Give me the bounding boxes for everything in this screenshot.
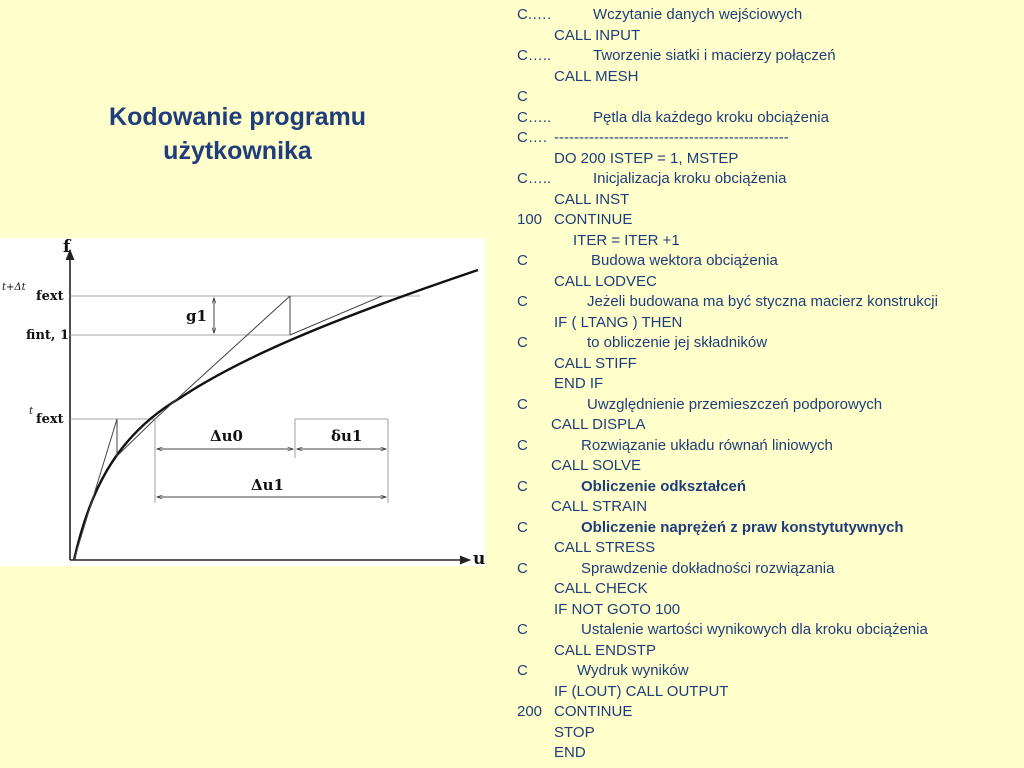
- code-line-text: Pętla dla każdego kroku obciążenia: [593, 108, 829, 126]
- label-f-ext-t-dt: fext: [36, 289, 64, 304]
- code-line-label: C: [517, 559, 528, 577]
- code-line: [517, 579, 1017, 600]
- code-line-text: CALL MESH: [554, 67, 639, 85]
- code-line-label: C: [517, 621, 528, 638]
- code-line-text: ITER = ITER +1: [573, 231, 680, 249]
- code-line-text: Rozwiązanie układu równań liniowych: [581, 436, 833, 454]
- code-line: [517, 374, 1017, 395]
- code-line: [517, 46, 1017, 67]
- f-axis-label: f: [63, 238, 71, 257]
- code-line: [517, 559, 1017, 580]
- code-line-text: Inicjalizacja kroku obciążenia: [593, 170, 787, 187]
- code-line-text: CALL ENDSTP: [554, 641, 656, 659]
- code-line: [517, 5, 1017, 26]
- code-line-text: CALL STRESS: [554, 539, 656, 556]
- code-line-label: C.….: [517, 6, 552, 23]
- code-line-text: -----------------------------------------------: [554, 129, 789, 146]
- code-line-label: C: [517, 252, 528, 269]
- code-line: [517, 108, 1017, 129]
- code-line-label: C…..: [517, 108, 552, 126]
- code-line-text: Budowa wektora obciążenia: [591, 252, 778, 269]
- code-line: [517, 661, 1017, 682]
- code-line-label: C: [517, 518, 528, 536]
- code-line: [517, 456, 1017, 477]
- slide-title-line-2: użytkownika: [163, 137, 312, 165]
- code-line-text: CALL DISPLA: [551, 416, 646, 433]
- tangent-main: [155, 296, 290, 419]
- tangent-second: [117, 419, 155, 456]
- code-line-text: Tworzenie siatki i macierzy połączeń: [593, 47, 836, 64]
- code-line: [517, 702, 1017, 723]
- code-line: [517, 743, 1017, 764]
- code-line: [517, 723, 1017, 744]
- code-line-label: C: [517, 88, 528, 105]
- code-line: [517, 436, 1017, 457]
- code-line: [517, 149, 1017, 170]
- label-f-ext-t: fext: [36, 412, 64, 427]
- code-line: [517, 87, 1017, 108]
- sup-t-dt: t+Δt: [2, 282, 26, 293]
- code-line: [517, 682, 1017, 703]
- code-line-label: 200: [517, 703, 543, 720]
- code-line-text: IF (LOUT) CALL OUTPUT: [554, 682, 729, 700]
- code-line: [517, 477, 1017, 498]
- code-line-text: CALL STRAIN: [551, 498, 648, 515]
- code-line: [517, 395, 1017, 416]
- code-line-text: CALL INST: [554, 190, 630, 208]
- code-line: [517, 333, 1017, 354]
- slide-title-line-1: Kodowanie programu: [109, 103, 366, 131]
- sup-t: t: [29, 406, 34, 417]
- code-line: [517, 538, 1017, 559]
- code-line-text: DO 200 ISTEP = 1, MSTEP: [554, 149, 739, 167]
- code-line-label: C: [517, 395, 528, 413]
- code-line-text: END: [554, 744, 586, 761]
- equilibrium-curve: [74, 270, 478, 560]
- code-line-label: 100: [517, 211, 543, 228]
- code-line-label: C: [517, 436, 528, 454]
- tangent-next: [290, 296, 382, 335]
- code-line-text: CONTINUE: [554, 211, 633, 228]
- code-line-label: C: [517, 334, 528, 351]
- code-listing: [517, 5, 1017, 764]
- slide-title: [60, 100, 415, 168]
- code-line-text: Obliczenie odkształceń: [581, 477, 747, 495]
- tangent-first: [74, 419, 117, 560]
- code-line: [517, 231, 1017, 252]
- code-line-text: CALL STIFF: [554, 354, 637, 372]
- label-g1: g1: [186, 307, 207, 325]
- label-du1: Δu1: [251, 476, 284, 494]
- code-line-text: Ustalenie wartości wynikowych dla kroku obciążenia: [581, 621, 928, 638]
- code-line-text: Jeżeli budowana ma być styczna macierz konstrukcji: [587, 293, 938, 310]
- code-line-text: CALL CHECK: [554, 580, 648, 597]
- code-line: [517, 67, 1017, 88]
- code-line-text: CALL SOLVE: [551, 457, 642, 474]
- code-line-text: to obliczenie jej składników: [587, 334, 768, 351]
- code-line: [517, 292, 1017, 313]
- code-line-label: C….: [517, 129, 547, 146]
- code-line-text: CALL LODVEC: [554, 272, 657, 290]
- code-line-text: Sprawdzenie dokładności rozwiązania: [581, 559, 835, 577]
- code-line-label: C…..: [517, 170, 552, 187]
- u-axis-label: u: [473, 549, 485, 566]
- code-line-text: END IF: [554, 375, 604, 392]
- label-du0: Δu0: [210, 427, 243, 445]
- code-line: [517, 518, 1017, 539]
- code-line: [517, 190, 1017, 211]
- label-f-int: fint, 1: [26, 328, 70, 343]
- code-line: [517, 272, 1017, 293]
- code-line: [517, 313, 1017, 334]
- code-line-text: STOP: [554, 723, 595, 741]
- code-line-text: Obliczenie naprężeń z praw konstytutywnych: [581, 518, 904, 536]
- newton-raphson-diagram: [0, 238, 485, 566]
- code-line-label: C: [517, 662, 528, 679]
- code-line-text: CALL INPUT: [554, 26, 641, 44]
- code-line-text: CONTINUE: [554, 703, 633, 720]
- code-line: [517, 354, 1017, 375]
- code-line: [517, 210, 1017, 231]
- code-line-text: IF NOT GOTO 100: [554, 600, 681, 618]
- code-line-text: Wydruk wyników: [577, 662, 689, 679]
- code-line-text: Wczytanie danych wejściowych: [593, 6, 803, 23]
- code-line: [517, 251, 1017, 272]
- code-line-text: IF ( LTANG ) THEN: [554, 313, 683, 331]
- code-line: [517, 620, 1017, 641]
- code-line: [517, 169, 1017, 190]
- code-line: [517, 128, 1017, 149]
- code-line-text: Uwzględnienie przemieszczeń podporowych: [587, 395, 883, 413]
- code-line: [517, 26, 1017, 47]
- code-line-label: C: [517, 293, 528, 310]
- code-line: [517, 600, 1017, 621]
- code-line-label: C: [517, 477, 528, 495]
- code-line-label: C…..: [517, 47, 552, 64]
- code-line: [517, 415, 1017, 436]
- code-line: [517, 497, 1017, 518]
- code-line: [517, 641, 1017, 662]
- label-ddu1: δu1: [331, 427, 363, 445]
